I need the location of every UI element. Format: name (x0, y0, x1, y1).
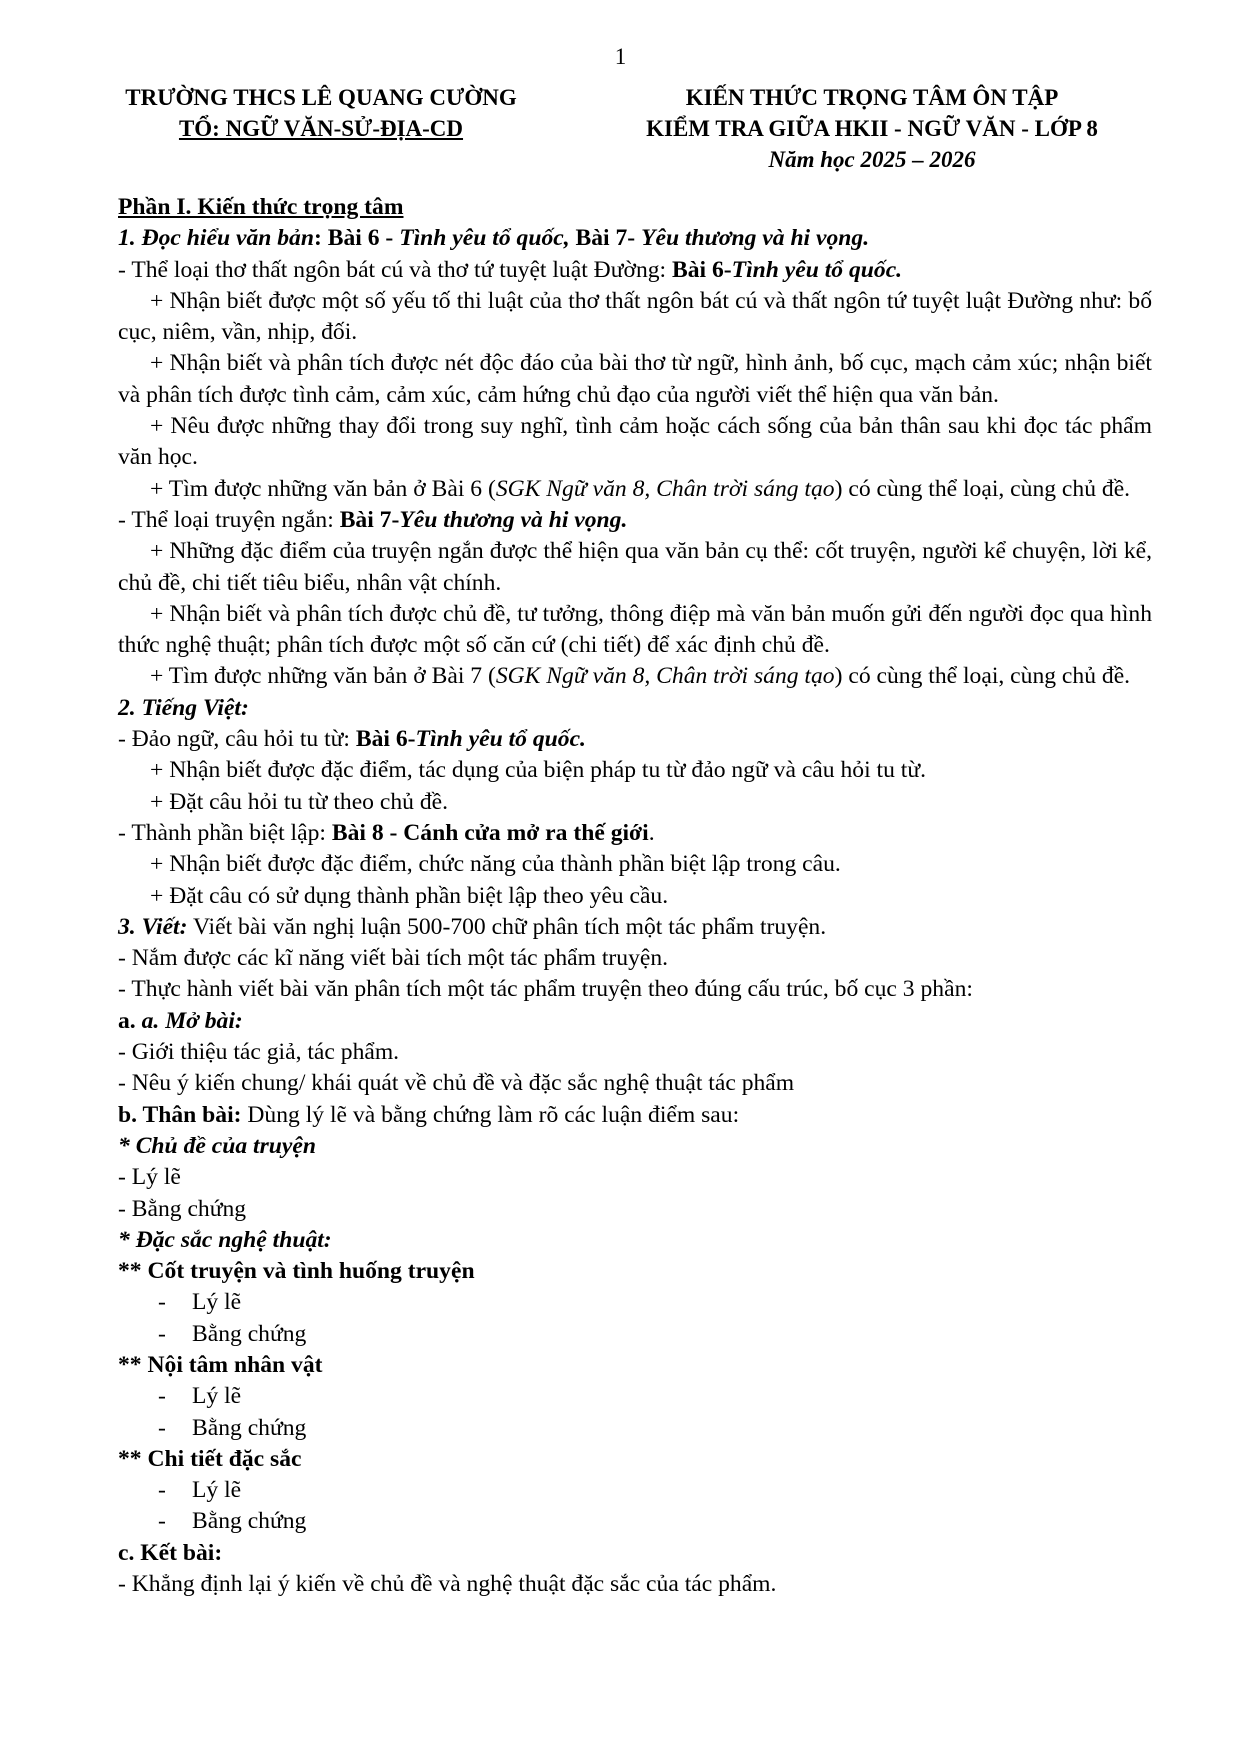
story-bullet: + Nhận biết và phân tích được chủ đề, tư tưởng, thông điệp mà văn bản muốn gửi đến người đọc qua hình thức nghệ thuật; phân tích được một số căn cứ (chi tiết) để xác định chủ đề. (118, 600, 1152, 659)
section1-label: 1. Đọc hiểu văn bản (118, 225, 314, 252)
text-run: Lý lẽ (192, 1289, 242, 1316)
text-run: ) có cùng thể loại, cùng chủ đề. (834, 475, 1131, 502)
page-number: 1 (614, 44, 627, 69)
writing-line: - Nắm được các kĩ năng viết bài tích một tác phẩm truyện. (118, 945, 669, 972)
text-run: a. (118, 1007, 142, 1034)
poetry-lesson: Bài 6- (672, 256, 732, 283)
lesson6-ref: Bài 6 - (327, 225, 400, 252)
body-label: b. Thân bài: (118, 1101, 242, 1128)
text-run: Lý lẽ (192, 1383, 242, 1410)
story-lesson-title: Yêu thương và hi vọng. (399, 506, 628, 533)
intro-item: - Nêu ý kiến chung/ khái quát về chủ đề và đặc sắc nghệ thuật tác phẩm (118, 1070, 795, 1097)
grammar2-lesson: Bài 8 - Cánh cửa mở ra thế giới (331, 819, 649, 846)
theme-reason: - Lý lẽ (118, 1164, 181, 1191)
section2-heading: 2. Tiếng Việt: (118, 694, 249, 721)
text-run: Bằng chứng (192, 1414, 307, 1441)
school-name: TRƯỜNG THCS LÊ QUANG CƯỜNG (125, 85, 517, 110)
story-bullet (118, 661, 1152, 692)
poetry-bullet: + Nêu được những thay đổi trong suy nghĩ, tình cảm hoặc cách sống của bản thân sau khi đọc tác phẩm văn học. (118, 413, 1152, 471)
grammar2-line (118, 818, 1152, 849)
grammar1-bullet: + Nhận biết được đặc điểm, tác dụng của biện pháp tu từ đảo ngữ và câu hỏi tu từ. (150, 757, 927, 784)
intro-item: - Giới thiệu tác giả, tác phẩm. (118, 1039, 400, 1066)
story-lesson: Bài 7- (339, 506, 400, 533)
document-body (118, 192, 1152, 1600)
story-bullet: + Những đặc điểm của truyện ngắn được thể hiện qua văn bản cụ thể: cốt truyện, người kể chuyện, lời kể, chủ đề, chi tiết tiêu biểu, nhân vật chính. (118, 538, 1152, 596)
grammar1-lesson: Bài 6- (355, 726, 416, 753)
theme-heading: * Chủ đề của truyện (118, 1132, 316, 1159)
story-genre-line (118, 505, 1152, 536)
text-run: + Tìm được những văn bản ở Bài 6 ( (150, 475, 496, 502)
poetry-intro: - Thể loại thơ thất ngôn bát cú và thơ tứ tuyệt luật Đường: (118, 256, 673, 283)
conclusion-heading: c. Kết bài: (118, 1539, 223, 1566)
inner-heading: ** Nội tâm nhân vật (118, 1351, 323, 1378)
inner-evidence (118, 1413, 1152, 1444)
poetry-bullet (118, 474, 1152, 505)
inner-reason (118, 1381, 1152, 1412)
grammar2-intro: - Thành phần biệt lập: (118, 819, 332, 846)
dash: - (158, 1414, 166, 1441)
grammar1-line (118, 724, 1152, 755)
lesson7-ref: Bài 7- (569, 225, 642, 252)
document-title-block (592, 82, 1152, 175)
text-run: Bằng chứng (192, 1508, 307, 1535)
dash: - (158, 1383, 166, 1410)
document-title-line1: KIẾN THỨC TRỌNG TÂM ÔN TẬP (685, 85, 1059, 110)
text-run: + Tìm được những văn bản ở Bài 7 ( (150, 663, 496, 690)
school-header (66, 82, 576, 144)
textbook-name: SGK Ngữ văn 8, Chân trời sáng tạo (495, 663, 835, 690)
grammar1-intro: - Đảo ngữ, câu hỏi tu từ: (118, 726, 356, 753)
part1-heading: Phần I. Kiến thức trọng tâm (118, 194, 404, 220)
text-run: ) có cùng thể loại, cùng chủ đề. (834, 663, 1131, 690)
section1-heading (118, 223, 1152, 254)
theme-evidence: - Bằng chứng (118, 1195, 247, 1222)
grammar1-bullet: + Đặt câu hỏi tu từ theo chủ đề. (150, 788, 448, 815)
dash: - (158, 1289, 166, 1316)
detail-reason (118, 1475, 1152, 1506)
section3-label: 3. Viết: (118, 913, 188, 940)
grammar2-bullet: + Nhận biết được đặc điểm, chức năng của thành phần biệt lập trong câu. (150, 851, 841, 878)
plot-reason (118, 1287, 1152, 1318)
detail-evidence (118, 1506, 1152, 1537)
poetry-bullet: + Nhận biết và phân tích được nét độc đáo của bài thơ từ ngữ, hình ảnh, bố cục, mạch cảm xúc; nhận biết và phân tích được tình cảm, cảm xúc, cảm hứng chủ đạo của người viết thể hiện qua văn bản. (118, 350, 1152, 408)
intro-heading (118, 1006, 1152, 1037)
intro-label: a. Mở bài: (141, 1007, 243, 1034)
poetry-genre-line (118, 255, 1152, 286)
body-text: Dùng lý lẽ và bằng chứng làm rõ các luận điểm sau: (241, 1101, 740, 1128)
body-heading (118, 1100, 1152, 1131)
story-intro: - Thể loại truyện ngắn: (118, 506, 340, 533)
section3-text: Viết bài văn nghị luận 500-700 chữ phân tích một tác phẩm truyện. (187, 913, 827, 940)
poetry-bullet: + Nhận biết được một số yếu tố thi luật của thơ thất ngôn bát cú và thất ngôn tứ tuyệt luật Đường như: bố cục, niêm, vần, nhịp, đối. (118, 287, 1152, 346)
section1-colon: : (313, 225, 328, 252)
grammar1-title: Tình yêu tổ quốc. (415, 726, 586, 753)
detail-heading: ** Chi tiết đặc sắc (118, 1445, 302, 1472)
dash: - (158, 1320, 166, 1347)
grammar2-end: . (648, 819, 655, 846)
writing-line: - Thực hành viết bài văn phân tích một tác phẩm truyện theo đúng cấu trúc, bố cục 3 phần: (118, 976, 973, 1003)
text-run: Lý lẽ (192, 1477, 242, 1504)
dash: - (158, 1508, 166, 1535)
grammar2-bullet: + Đặt câu có sử dụng thành phần biệt lập theo yêu cầu. (150, 882, 669, 909)
section3-heading (118, 912, 1152, 943)
lesson7-title: Yêu thương và hi vọng. (641, 225, 870, 252)
school-year: Năm học 2025 – 2026 (768, 147, 976, 172)
conclusion-item: - Khẳng định lại ý kiến về chủ đề và nghệ thuật đặc sắc của tác phẩm. (118, 1571, 777, 1598)
dash: - (158, 1477, 166, 1504)
department-name: TỔ: NGỮ VĂN-SỬ-ĐỊA-CD (178, 116, 464, 141)
poetry-lesson-title: Tình yêu tổ quốc. (731, 256, 903, 283)
plot-heading: ** Cốt truyện và tình huống truyện (118, 1258, 475, 1285)
document-title-line2: KIỂM TRA GIỮA HKII - NGỮ VĂN - LỚP 8 (646, 116, 1098, 141)
textbook-name: SGK Ngữ văn 8, Chân trời sáng tạo (495, 475, 835, 502)
lesson6-title: Tình yêu tổ quốc, (399, 225, 570, 252)
text-run: Bằng chứng (192, 1320, 307, 1347)
art-heading: * Đặc sắc nghệ thuật: (118, 1226, 332, 1253)
plot-evidence (118, 1319, 1152, 1350)
